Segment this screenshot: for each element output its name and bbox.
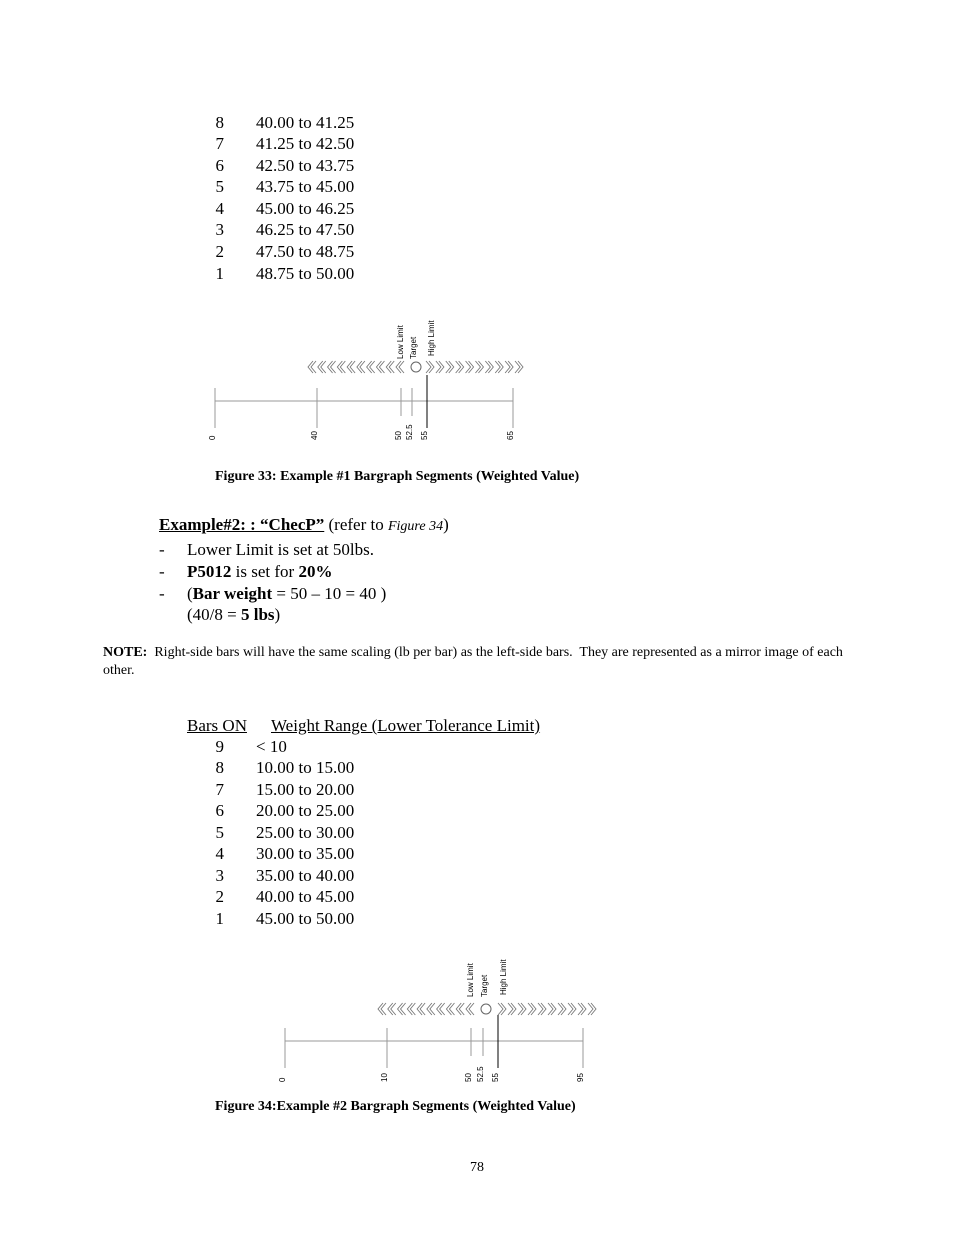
left-bar-segment — [318, 361, 326, 373]
left-bar-segment — [347, 361, 355, 373]
target-label: Target — [480, 974, 489, 997]
example-2-heading: Example#2: : “ChecP” — [159, 515, 325, 534]
tick-label: 95 — [576, 1073, 585, 1082]
left-bar-segments — [378, 1003, 474, 1015]
left-bar-segment — [386, 361, 394, 373]
column-header-bars-on: Bars ON — [187, 716, 247, 735]
left-bar-segment — [407, 1003, 415, 1015]
left-bar-segment — [328, 361, 336, 373]
tick-label: 65 — [506, 431, 515, 440]
right-bar-segments — [498, 1003, 596, 1015]
column-header-weight-range: Weight Range (Lower Tolerance Limit) — [271, 716, 541, 735]
left-bar-segment — [427, 1003, 435, 1015]
right-bar-segment — [568, 1003, 576, 1015]
right-bar-segment — [548, 1003, 556, 1015]
tick-label: 55 — [491, 1073, 500, 1082]
left-bar-segment — [398, 1003, 406, 1015]
left-bar-segments — [308, 361, 404, 373]
tick-label: 50 — [394, 431, 403, 440]
left-bar-segment — [417, 1003, 425, 1015]
tick-label: 52.5 — [476, 1066, 485, 1082]
figure-33-caption: Figure 33: Example #1 Bargraph Segments (Weighted Value) — [215, 469, 580, 484]
right-bar-segment — [495, 361, 503, 373]
high-limit-label: High Limit — [427, 320, 436, 356]
figure-34-caption: Figure 34:Example #2 Bargraph Segments (Weighted Value) — [215, 1099, 576, 1114]
right-bar-segment — [426, 361, 434, 373]
left-bar-segment — [367, 361, 375, 373]
note-paragraph — [103, 644, 848, 680]
right-bar-segment — [538, 1003, 546, 1015]
right-bar-segment — [528, 1003, 536, 1015]
bargraph-figure-33 — [200, 315, 540, 445]
right-bar-segment — [456, 361, 464, 373]
right-bar-segment — [466, 361, 474, 373]
right-bar-segment — [515, 361, 523, 373]
right-bar-segment — [558, 1003, 566, 1015]
tick-label: 0 — [208, 435, 217, 440]
right-bar-segment — [446, 361, 454, 373]
high-limit-label: High Limit — [499, 959, 508, 995]
page-number: 78 — [470, 1160, 484, 1175]
left-bar-segment — [466, 1003, 474, 1015]
note-label: NOTE: — [103, 645, 148, 660]
target-circle-icon — [481, 1004, 491, 1014]
right-bar-segment — [518, 1003, 526, 1015]
tick-label: 10 — [380, 1073, 389, 1082]
right-bar-segment — [498, 1003, 506, 1015]
left-bar-segment — [456, 1003, 464, 1015]
example-2-heading-line: Example#2: : “ChecP” (refer to Figure 34) — [159, 515, 449, 534]
right-bar-segment — [578, 1003, 586, 1015]
tick-label: 55 — [420, 431, 429, 440]
right-bar-segment — [436, 361, 444, 373]
low-limit-label: Low Limit — [466, 963, 475, 997]
left-bar-segment — [378, 1003, 386, 1015]
left-bar-segment — [396, 361, 404, 373]
note-text: Right-side bars will have the same scaling (lb per bar) as the left-side bars. They are represented as a mirror image of each other. — [103, 645, 847, 678]
right-bar-segments — [426, 361, 523, 373]
right-bar-segment — [588, 1003, 596, 1015]
tick-label: 50 — [464, 1073, 473, 1082]
target-circle-icon — [411, 362, 421, 372]
low-limit-label: Low Limit — [396, 325, 405, 359]
target-label: Target — [409, 336, 418, 359]
left-bar-segment — [437, 1003, 445, 1015]
left-bar-segment — [308, 361, 316, 373]
left-bar-segment — [446, 1003, 454, 1015]
left-bar-segment — [376, 361, 384, 373]
figure-reference: Figure 34 — [387, 519, 444, 534]
tick-label: 52.5 — [405, 424, 414, 440]
right-bar-segment — [485, 361, 493, 373]
right-bar-segment — [508, 1003, 516, 1015]
left-bar-segment — [388, 1003, 396, 1015]
left-bar-segment — [337, 361, 345, 373]
bargraph-figure-34 — [270, 955, 610, 1085]
tick-label: 0 — [278, 1077, 287, 1082]
right-bar-segment — [505, 361, 513, 373]
right-bar-segment — [475, 361, 483, 373]
left-bar-segment — [357, 361, 365, 373]
tick-label: 40 — [310, 431, 319, 440]
